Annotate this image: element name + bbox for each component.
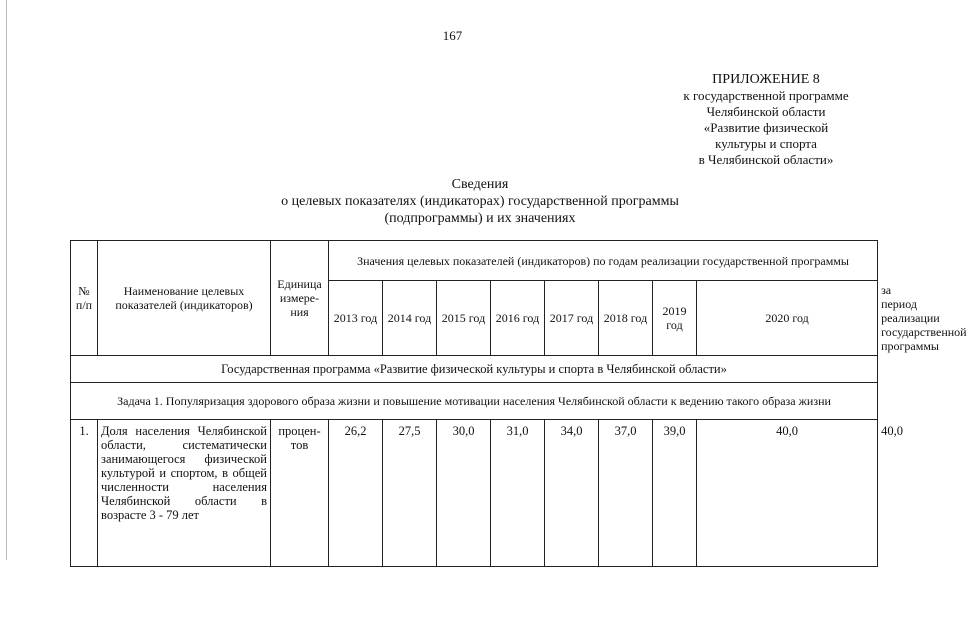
header-year: 2018 год: [599, 281, 653, 356]
value-cell: 27,5: [383, 420, 437, 567]
header-row: [71, 241, 878, 281]
title-line-1: Сведения: [451, 177, 509, 192]
table-row: 1. Доля населения Челябинской области, систематически занимающегося физической культурой и спортом, в общей численности населения Челябинской области в возрасте 3 - 79 лет процен-тов 26,2 27,5 30,0 31,0 34,0 37,0 39,0 40,0 40,0: [71, 420, 878, 567]
header-unit: Единица измере-ния: [271, 241, 329, 356]
indicator-name: Доля населения Челябинской области, систематически занимающегося физической культурой и спортом, в общей численности населения Челябинской области в возрасте 3 - 79 лет: [98, 420, 271, 567]
value-cell: 34,0: [545, 420, 599, 567]
header-years-row: 2013 год 2014 год 2015 год 2016 год 2017 год 2018 год 2019 год 2020 год за период реализации государственной программы: [71, 281, 878, 356]
appendix-line: к государственной программе: [683, 88, 849, 103]
indicator-unit: процен-тов: [271, 420, 329, 567]
header-num: № п/п: [71, 241, 98, 356]
value-cell: 31,0: [491, 420, 545, 567]
task-title: Задача 1. Популяризация здорового образа жизни и повышение мотивации населения Челябинской области к ведению такого образа жизни: [71, 383, 878, 420]
row-num: 1.: [71, 420, 98, 567]
title-line-3: (подпрограммы) и их значениях: [384, 211, 576, 226]
header-year: 2013 год: [329, 281, 383, 356]
value-cell: 39,0: [653, 420, 697, 567]
header-year: 2014 год: [383, 281, 437, 356]
appendix-line: культуры и спорта: [715, 136, 817, 151]
title-line-2: о целевых показателях (индикаторах) государственной программы: [281, 194, 679, 209]
program-row: [71, 356, 878, 383]
appendix-block: [640, 72, 892, 168]
value-cell: 30,0: [437, 420, 491, 567]
page-number: 167: [442, 28, 463, 43]
indicators-table: [70, 240, 967, 567]
appendix-title: ПРИЛОЖЕНИЕ 8: [712, 72, 820, 87]
header-values-group: Значения целевых показателей (индикаторов) по годам реализации государственной программы: [329, 241, 878, 281]
scan-edge-line: [6, 0, 7, 560]
appendix-line: Челябинской области: [706, 104, 826, 119]
value-cell: 37,0: [599, 420, 653, 567]
document-title: [180, 176, 780, 227]
header-year: 2017 год: [545, 281, 599, 356]
task-row: [71, 383, 878, 420]
header-name: Наименование целевых показателей (индикаторов): [98, 241, 271, 356]
program-title: Государственная программа «Развитие физической культуры и спорта в Челябинской области»: [71, 356, 878, 383]
header-year: 2020 год: [697, 281, 878, 356]
value-cell: 26,2: [329, 420, 383, 567]
header-year: 2019 год: [653, 281, 697, 356]
appendix-line: в Челябинской области»: [698, 152, 834, 167]
value-cell: 40,0: [697, 420, 878, 567]
appendix-line: «Развитие физической: [703, 120, 829, 135]
header-year: 2015 год: [437, 281, 491, 356]
header-year: 2016 год: [491, 281, 545, 356]
